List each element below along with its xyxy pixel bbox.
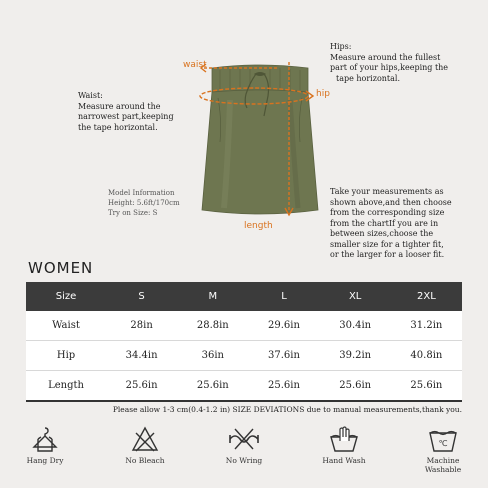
table-cell: 39.2in — [320, 341, 391, 371]
guide-line: shown above,and then choose — [330, 197, 452, 207]
care-label-line: Washable — [424, 465, 462, 474]
waist-label: waist — [183, 60, 207, 70]
care-item-hand-wash — [309, 425, 379, 465]
no-bleach-icon — [130, 425, 160, 453]
hang-dry-icon — [30, 425, 60, 453]
no-wring-icon — [227, 425, 261, 453]
table-cell: 25.6in — [391, 371, 462, 402]
table-cell: Hip — [26, 341, 106, 371]
guide-line: Take your measurements as — [330, 187, 444, 196]
table-cell: 30.4in — [320, 311, 391, 341]
table-header-cell: Size — [26, 282, 106, 311]
guide-line: between sizes,choose the — [330, 229, 434, 238]
waist-note-line: Measure around the — [78, 101, 161, 111]
table-header-cell: 2XL — [391, 282, 462, 311]
hips-note-line: tape horizontal. — [336, 73, 401, 83]
section-title: WOMEN — [28, 259, 94, 277]
care-label-line: Machine — [426, 456, 460, 465]
waist-note-title: Waist: — [78, 91, 103, 100]
waist-measure-line — [200, 62, 280, 74]
table-cell: 36in — [177, 341, 248, 371]
table-cell: 34.4in — [106, 341, 177, 371]
table-header-cell: M — [177, 282, 248, 311]
table-cell: Length — [26, 371, 106, 402]
table-row — [26, 341, 462, 371]
length-measure-line — [282, 58, 296, 218]
care-label — [408, 456, 478, 474]
care-label: Hang Dry — [26, 456, 64, 465]
care-label: No Wring — [225, 456, 263, 465]
care-label: Hand Wash — [322, 456, 366, 465]
guide-line: from the corresponding size — [330, 208, 445, 217]
table-cell: 25.6in — [248, 371, 319, 402]
table-cell: 31.2in — [391, 311, 462, 341]
table-header-cell: L — [248, 282, 319, 311]
table-cell: 25.6in — [106, 371, 177, 402]
table-cell: 25.6in — [177, 371, 248, 402]
length-label: length — [244, 221, 273, 231]
guide-line: smaller size for a tighter fit, — [330, 239, 444, 249]
table-header-cell: S — [106, 282, 177, 311]
waist-note-line: narrowest part,keeping — [78, 112, 174, 121]
model-info — [108, 188, 180, 218]
waist-note-line: the tape horizontal. — [78, 122, 158, 132]
care-item-hang-dry — [10, 425, 80, 465]
table-cell: 29.6in — [248, 311, 319, 341]
table-cell: 28.8in — [177, 311, 248, 341]
machine-washable-icon — [427, 425, 459, 453]
hips-note-title: Hips: — [330, 42, 352, 51]
hips-note — [330, 42, 448, 84]
care-item-no-wring — [209, 425, 279, 465]
model-info-line: Try on Size: S — [108, 209, 158, 217]
table-cell: 25.6in — [320, 371, 391, 402]
hip-measure-ellipse — [196, 84, 321, 108]
deviation-note: Please allow 1-3 cm(0.4-1.2 in) SIZE DEVIATIONS due to manual measurements,thank you. — [112, 405, 462, 414]
table-row — [26, 311, 462, 341]
table-header-row — [26, 282, 462, 311]
guide-line: or the larger for a looser fit. — [330, 250, 445, 259]
table-header-cell: XL — [320, 282, 391, 311]
hand-wash-icon — [328, 425, 360, 453]
model-info-line: Model Information — [108, 189, 175, 197]
waist-note — [78, 91, 174, 133]
care-item-machine-washable — [408, 425, 478, 474]
measurement-guide — [330, 187, 452, 261]
hips-note-line: part of your hips,keeping the — [330, 63, 449, 72]
table-cell: 28in — [106, 311, 177, 341]
model-info-line: Height: 5.6ft/170cm — [108, 199, 180, 207]
size-table — [26, 282, 462, 402]
hips-note-line: Measure around the fullest — [330, 52, 441, 62]
skirt-illustration — [190, 50, 330, 225]
care-label: No Bleach — [125, 456, 165, 465]
table-cell: 37.6in — [248, 341, 319, 371]
guide-line: from the chartIf you are in — [330, 218, 439, 228]
table-cell: 40.8in — [391, 341, 462, 371]
care-item-no-bleach — [110, 425, 180, 465]
table-row — [26, 371, 462, 402]
hip-label: hip — [316, 89, 330, 99]
machine-wash-temp: ℃ — [438, 439, 448, 448]
table-cell: Waist — [26, 311, 106, 341]
